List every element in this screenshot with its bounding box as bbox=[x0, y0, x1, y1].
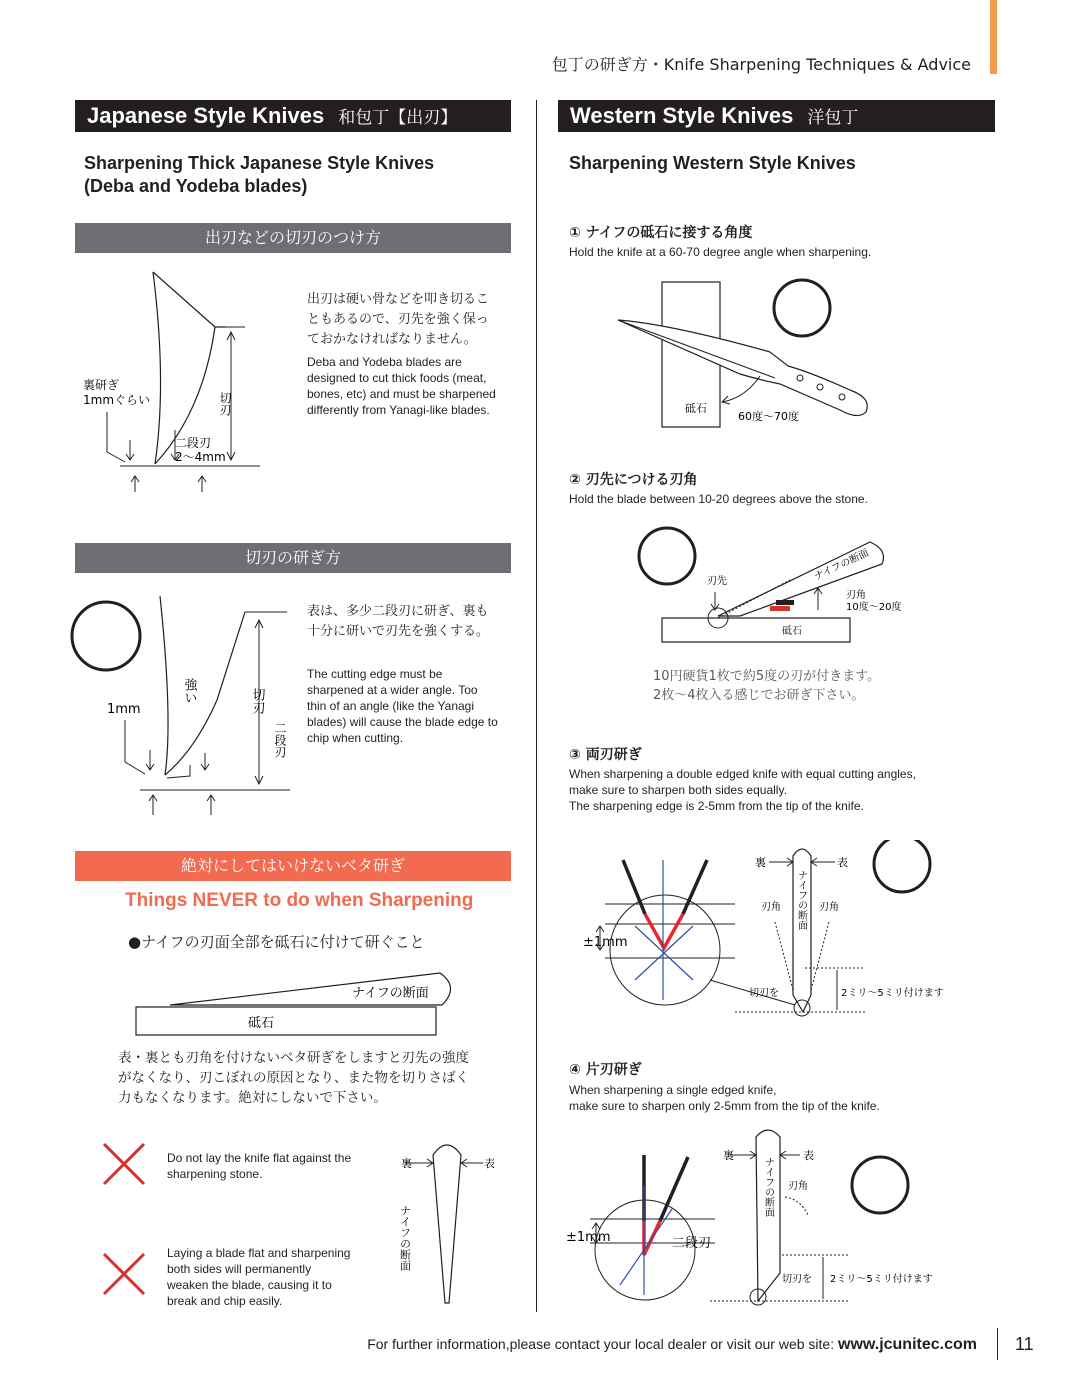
angle-right: 刃角 bbox=[819, 902, 839, 913]
jp-text-1 bbox=[307, 290, 489, 350]
bar-kiriha-togikata: 切刃の研ぎ方 bbox=[75, 543, 511, 573]
text-line: がなくなり、刃こぼれの原因となり、また物を切りさばく bbox=[118, 1070, 469, 1086]
tip-label: 刃先 bbox=[707, 576, 727, 587]
text-line: 10円硬貨1枚で約5度の刃が付きます。 bbox=[653, 669, 881, 684]
text-line: 力もなくなります。絶対にしないで下さい。 bbox=[118, 1090, 387, 1106]
circle-marker bbox=[639, 528, 695, 584]
stone-label: 砥石 bbox=[248, 1016, 275, 1031]
step2-desc: Hold the blade between 10-20 degrees above the stone. bbox=[569, 492, 868, 506]
angle-label: 刃角 bbox=[788, 1181, 808, 1192]
jp-text-3 bbox=[118, 1048, 469, 1108]
circle-marker bbox=[852, 1157, 908, 1213]
step1-title: ① ナイフの砥石に接する角度 bbox=[569, 225, 753, 241]
coin-note bbox=[653, 667, 880, 705]
western-section-title bbox=[558, 100, 995, 132]
western-subtitle: Sharpening Western Style Knives bbox=[569, 153, 856, 173]
nidanba-label: 二段刃 bbox=[273, 722, 287, 758]
bar-never-beta: 絶対にしてはいけないベタ研ぎ bbox=[75, 851, 511, 881]
text-line: blades) will cause the blade edge to bbox=[307, 715, 498, 729]
text-line: make sure to sharpen both sides equally. bbox=[569, 783, 787, 797]
kiriha-label: 切刃を bbox=[749, 988, 779, 999]
single-edge-diagram bbox=[560, 1125, 960, 1310]
step4-title: ④ 片刃研ぎ bbox=[569, 1062, 642, 1078]
title-jp: 和包丁【出刃】 bbox=[338, 108, 458, 127]
text-line: sharpening stone. bbox=[167, 1167, 263, 1181]
warning-text-1 bbox=[167, 1150, 351, 1182]
tsuyoi-label: 強い bbox=[181, 678, 197, 704]
text-line: Do not lay the knife flat against the bbox=[167, 1151, 352, 1165]
en-text-2 bbox=[307, 666, 498, 746]
title-en: Japanese Style Knives bbox=[87, 103, 325, 128]
ura-label: 裏 bbox=[401, 1157, 412, 1170]
text-line: Laying a blade flat and sharpening bbox=[167, 1246, 351, 1260]
text-line: 表は、多少二段刃に研ぎ、裏も bbox=[307, 604, 489, 619]
text-line: both sides will permanently bbox=[167, 1262, 312, 1276]
text-line: 2枚〜4枚入る感じでお研ぎ下さい。 bbox=[653, 688, 865, 703]
text-line: differently from Yanagi-like blades. bbox=[307, 403, 490, 417]
x-mark-icon bbox=[100, 1250, 150, 1300]
footer-site-link[interactable]: www.jcunitec.com bbox=[838, 1336, 977, 1353]
footer-info bbox=[367, 1336, 977, 1354]
ura-label2: 1mmぐらい bbox=[83, 393, 151, 407]
text-line: designed to cut thick foods (meat, bbox=[307, 371, 487, 385]
circle-marker bbox=[72, 602, 140, 670]
page-header-title: 包丁の研ぎ方・Knife Sharpening Techniques & Advice bbox=[551, 55, 971, 74]
step2-title: ② 刃先につける刃角 bbox=[569, 472, 698, 488]
knife-label: ナイフの断面 bbox=[352, 986, 429, 1001]
text-line: 十分に研いで刃先を強くする。 bbox=[307, 624, 490, 639]
mm-label: ±1mm bbox=[583, 935, 628, 950]
angle-label: 60度〜70度 bbox=[738, 410, 799, 423]
ura-label: 裏 bbox=[723, 1149, 734, 1162]
knife-label: ナイフの断面 bbox=[762, 1157, 774, 1217]
text-line: make sure to sharpen only 2-5mm from the tip of the knife. bbox=[569, 1099, 880, 1113]
nidan-label1: 二段刃 bbox=[175, 436, 212, 450]
circle-marker bbox=[774, 280, 830, 336]
text-line: ともあるので、刃先を強く保っ bbox=[307, 312, 489, 327]
angle-left: 刃角 bbox=[761, 902, 781, 913]
kiriha-label: 切刃を bbox=[782, 1274, 812, 1285]
mm-label: 1mm bbox=[107, 702, 141, 717]
ura-label1: 裏研ぎ bbox=[83, 378, 120, 392]
omote-label: 表 bbox=[484, 1157, 495, 1170]
title-jp: 洋包丁 bbox=[807, 108, 859, 127]
omote-label: 表 bbox=[803, 1149, 814, 1162]
ura-label: 裏 bbox=[755, 856, 766, 869]
blade-angle-diagram bbox=[630, 520, 920, 650]
jp-text-2 bbox=[307, 602, 489, 642]
text-line: weaken the blade, causing it to bbox=[167, 1278, 332, 1292]
kiriha-label: 切刃 bbox=[249, 688, 265, 714]
text-line: ておかなければなりません。 bbox=[307, 332, 477, 347]
knife-label: ナイフの断面 bbox=[795, 870, 807, 930]
omote-label: 表 bbox=[837, 856, 848, 869]
stone-label: 砥石 bbox=[782, 626, 802, 637]
bar-kiriha-tsukekata: 出刃などの切刃のつけ方 bbox=[75, 223, 511, 253]
accent-bar bbox=[990, 0, 997, 74]
text-line: break and chip easily. bbox=[167, 1294, 283, 1308]
text-line: 出刃は硬い骨などを叩き切るこ bbox=[307, 292, 490, 307]
text-line: chip when cutting. bbox=[307, 731, 404, 745]
text-line: When sharpening a double edged knife with equal cutting angles, bbox=[569, 767, 916, 781]
stone-label: 砥石 bbox=[685, 402, 707, 415]
step1-desc: Hold the knife at a 60-70 degree angle when sharpening. bbox=[569, 245, 872, 259]
title-en: Western Style Knives bbox=[570, 103, 794, 128]
japanese-section-title bbox=[75, 100, 511, 132]
flat-cross-section-diagram bbox=[395, 1135, 505, 1310]
knife-label: ナイフの断面 bbox=[398, 1205, 412, 1271]
x-mark-icon bbox=[100, 1140, 150, 1190]
never-bullet: ●ナイフの刃面全部を砥石に付けて研ぐこと bbox=[128, 933, 425, 951]
double-edge-diagram bbox=[575, 840, 975, 1025]
knife-angle-diagram bbox=[610, 270, 880, 435]
text-line: The cutting edge must be bbox=[307, 667, 443, 681]
knife-label: ナイフの断面 bbox=[812, 547, 871, 583]
never-title: Things NEVER to do when Sharpening bbox=[125, 890, 474, 911]
text-line: 表・裏とも刃角を付けないベタ研ぎをしますと刃先の強度 bbox=[118, 1050, 469, 1066]
angle-label1: 刃角 bbox=[846, 590, 866, 601]
attach-label: 2ミリ〜5ミリ付けます bbox=[830, 1274, 933, 1285]
mm-label: ±1mm bbox=[566, 1230, 611, 1245]
japanese-subtitle bbox=[84, 152, 434, 198]
footer-divider bbox=[997, 1328, 998, 1360]
angle-label2: 10度〜20度 bbox=[846, 602, 902, 613]
text-line: When sharpening a single edged knife, bbox=[569, 1083, 777, 1097]
step3-title: ③ 両刃研ぎ bbox=[569, 747, 642, 763]
kiriha-sharpening-diagram bbox=[65, 590, 300, 820]
text-line: Deba and Yodeba blades are bbox=[307, 355, 462, 369]
step3-desc bbox=[569, 766, 916, 814]
nidan-label2: 2〜4mm bbox=[175, 450, 226, 464]
text-line: sharpened at a wider angle. Too bbox=[307, 683, 478, 697]
subtitle-line: Sharpening Thick Japanese Style Knives bbox=[84, 153, 435, 173]
flat-knife-diagram bbox=[130, 965, 460, 1040]
kiriha-label: 切刃 bbox=[218, 392, 232, 416]
text-line: bones, etc) and must be sharpened bbox=[307, 387, 496, 401]
page-number: 11 bbox=[1015, 1334, 1034, 1354]
text-line: The sharpening edge is 2-5mm from the tip of the knife. bbox=[569, 799, 864, 813]
en-text-1 bbox=[307, 354, 496, 418]
column-divider bbox=[536, 100, 537, 1312]
subtitle-line: (Deba and Yodeba blades) bbox=[84, 176, 308, 196]
text-line: thin of an angle (like the Yanagi bbox=[307, 699, 475, 713]
warning-text-2 bbox=[167, 1245, 350, 1309]
nidanba-label: 二段刃 bbox=[672, 1236, 712, 1251]
deba-edge-diagram bbox=[75, 262, 290, 502]
step4-desc bbox=[569, 1082, 880, 1114]
footer-text: For further information,please contact your local dealer or visit our web site: bbox=[367, 1336, 835, 1352]
circle-marker bbox=[874, 840, 930, 892]
attach-label: 2ミリ〜5ミリ付けます bbox=[841, 988, 944, 999]
